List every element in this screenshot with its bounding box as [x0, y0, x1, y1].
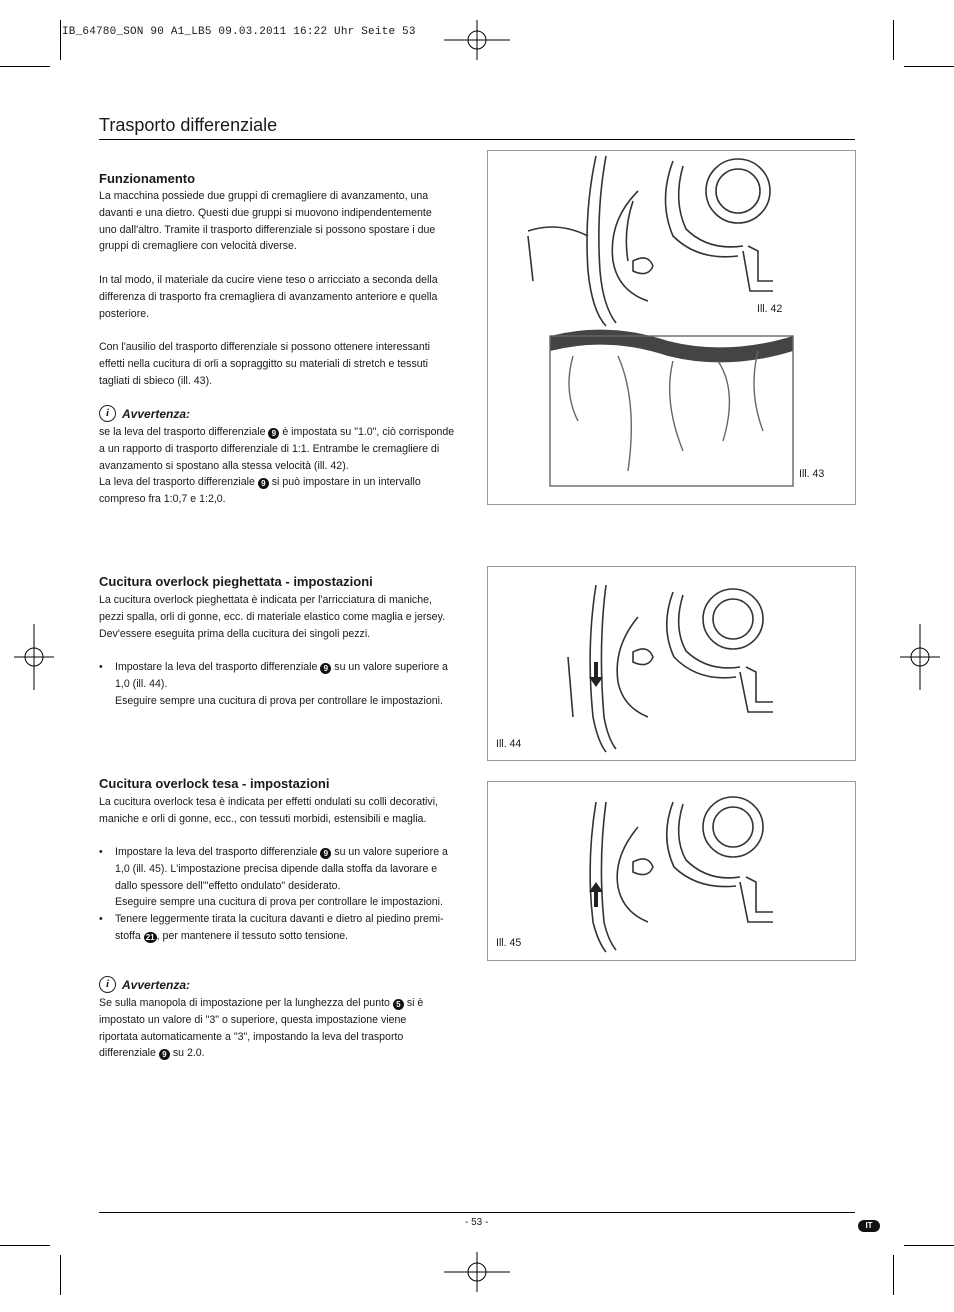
ref-9: 9 — [159, 1049, 170, 1060]
note-text: Se sulla manopola di impostazione per la lunghezza del punto 5 si è impostato un valore di "3" o superiore, questa impostazione viene riportata automaticamente a "3", impostando la leva del trasporto differenziale 9 su 2.0. — [99, 997, 424, 1060]
crop-mark — [893, 20, 894, 60]
print-slug: IB_64780_SON 90 A1_LB5 09.03.2011 16:22 Uhr Seite 53 — [62, 26, 416, 38]
language-badge: IT — [858, 1220, 880, 1232]
figure-ill-45 — [487, 781, 856, 961]
info-icon: i — [99, 405, 116, 422]
sewing-machine-diagram — [488, 567, 855, 760]
caption-ill-45: Ill. 45 — [496, 937, 522, 949]
crop-mark — [904, 1245, 954, 1246]
list-item: • Impostare la leva del trasporto differenziale 9 su un valore superiore a 1,0 (ill. 45). L'impostazione precisa dipende dalla stoffa da lavorare e dallo spessore dell'"effetto ondulato" desiderato. Eseguire sempre una cucitura di prova per controllare le impostazioni. — [99, 846, 448, 909]
crop-mark — [904, 66, 954, 67]
sewing-machine-diagram — [488, 782, 855, 960]
ref-9: 9 — [258, 478, 269, 489]
info-icon: i — [99, 976, 116, 993]
page-title: Trasporto differenziale — [99, 115, 278, 135]
figure-ill-42-43 — [487, 150, 856, 505]
ref-9: 9 — [320, 848, 331, 859]
registration-mark-right — [900, 624, 940, 690]
list-item: • Impostare la leva del trasporto differenziale 9 su un valore superiore a 1,0 (ill. 44). Eseguire sempre una cucitura di prova per controllare le impostazioni. — [99, 661, 448, 707]
heading-funzionamento: Funzionamento — [99, 171, 196, 186]
paragraph: In tal modo, il materiale da cucire viene teso o arricciato a seconda della differenza di trasporto fra cremagliera di avanzamento anteriore e quella posteriore. — [99, 274, 438, 320]
note-heading — [99, 405, 190, 422]
crop-mark — [893, 1255, 894, 1295]
paragraph: La cucitura overlock tesa è indicata per effetti ondulati su colli decorativi, maniche e orli di gonne, ecc., con tessuti morbidi, estensibili e maglia. — [99, 796, 438, 825]
note-label: Avvertenza: — [122, 977, 191, 992]
ref-9: 9 — [268, 428, 279, 439]
caption-ill-42: Ill. 42 — [757, 303, 783, 315]
note-label: Avvertenza: — [122, 406, 191, 421]
footer-rule — [99, 1212, 855, 1213]
paragraph: La macchina possiede due gruppi di cremagliere di avanzamento, una davanti e una dietro. Questi due gruppi si muovono indipendentemente uno dall'altro. Tramite il trasporto differenziale si possono spostare i due gruppi di cremagliere con velocità diverse. — [99, 190, 436, 253]
figure-ill-44 — [487, 566, 856, 761]
paragraph: La cucitura overlock pieghettata è indicata per l'arricciatura di maniche, pezzi spalla, orli di gonne, ecc. di materiale elastico come maglia e jersey. Dev'essere eseguita prima della cucitura dei singoli pezzi. — [99, 594, 446, 640]
registration-mark-bottom — [444, 1252, 510, 1292]
ref-21: 21 — [144, 932, 157, 943]
heading-tesa: Cucitura overlock tesa - impostazioni — [99, 776, 330, 791]
crop-mark — [60, 1255, 61, 1295]
crop-mark — [0, 66, 50, 67]
caption-ill-44: Ill. 44 — [496, 738, 522, 750]
ref-9: 9 — [320, 663, 331, 674]
note-text: se la leva del trasporto differenziale 9 è impostata su "1.0", ciò corrisponde a un rapporto di trasporto differenziale di 1:1. Entrambe le cremagliere di avanzamento si spostano alla stessa velocità (ill. 42). La leva del trasporto differenziale 9 si può impostare in un intervallo compreso fra 1:0,7 e 1:2,0. — [99, 426, 455, 506]
sewing-machine-diagram — [488, 151, 855, 504]
page-number: - 53 - — [465, 1217, 489, 1228]
registration-mark-top — [444, 20, 510, 60]
note-heading — [99, 976, 190, 993]
paragraph: Con l'ausilio del trasporto differenziale si possono ottenere interessanti effetti nella cucitura di orli a sopraggitto su materiali di stretch e tessuti tagliati di sbieco (ill. 43). — [99, 341, 431, 387]
crop-mark — [0, 1245, 50, 1246]
registration-mark-left — [14, 624, 54, 690]
crop-mark — [60, 20, 61, 60]
list-item: • Tenere leggermente tirata la cucitura davanti e dietro al piedino premi- stoffa 21 , per mantenere il tessuto sotto tensione. — [99, 913, 444, 942]
ref-5: 5 — [393, 999, 404, 1010]
heading-pieghettata: Cucitura overlock pieghettata - impostazioni — [99, 574, 373, 589]
caption-ill-43: Ill. 43 — [799, 468, 825, 480]
title-rule — [99, 139, 855, 140]
